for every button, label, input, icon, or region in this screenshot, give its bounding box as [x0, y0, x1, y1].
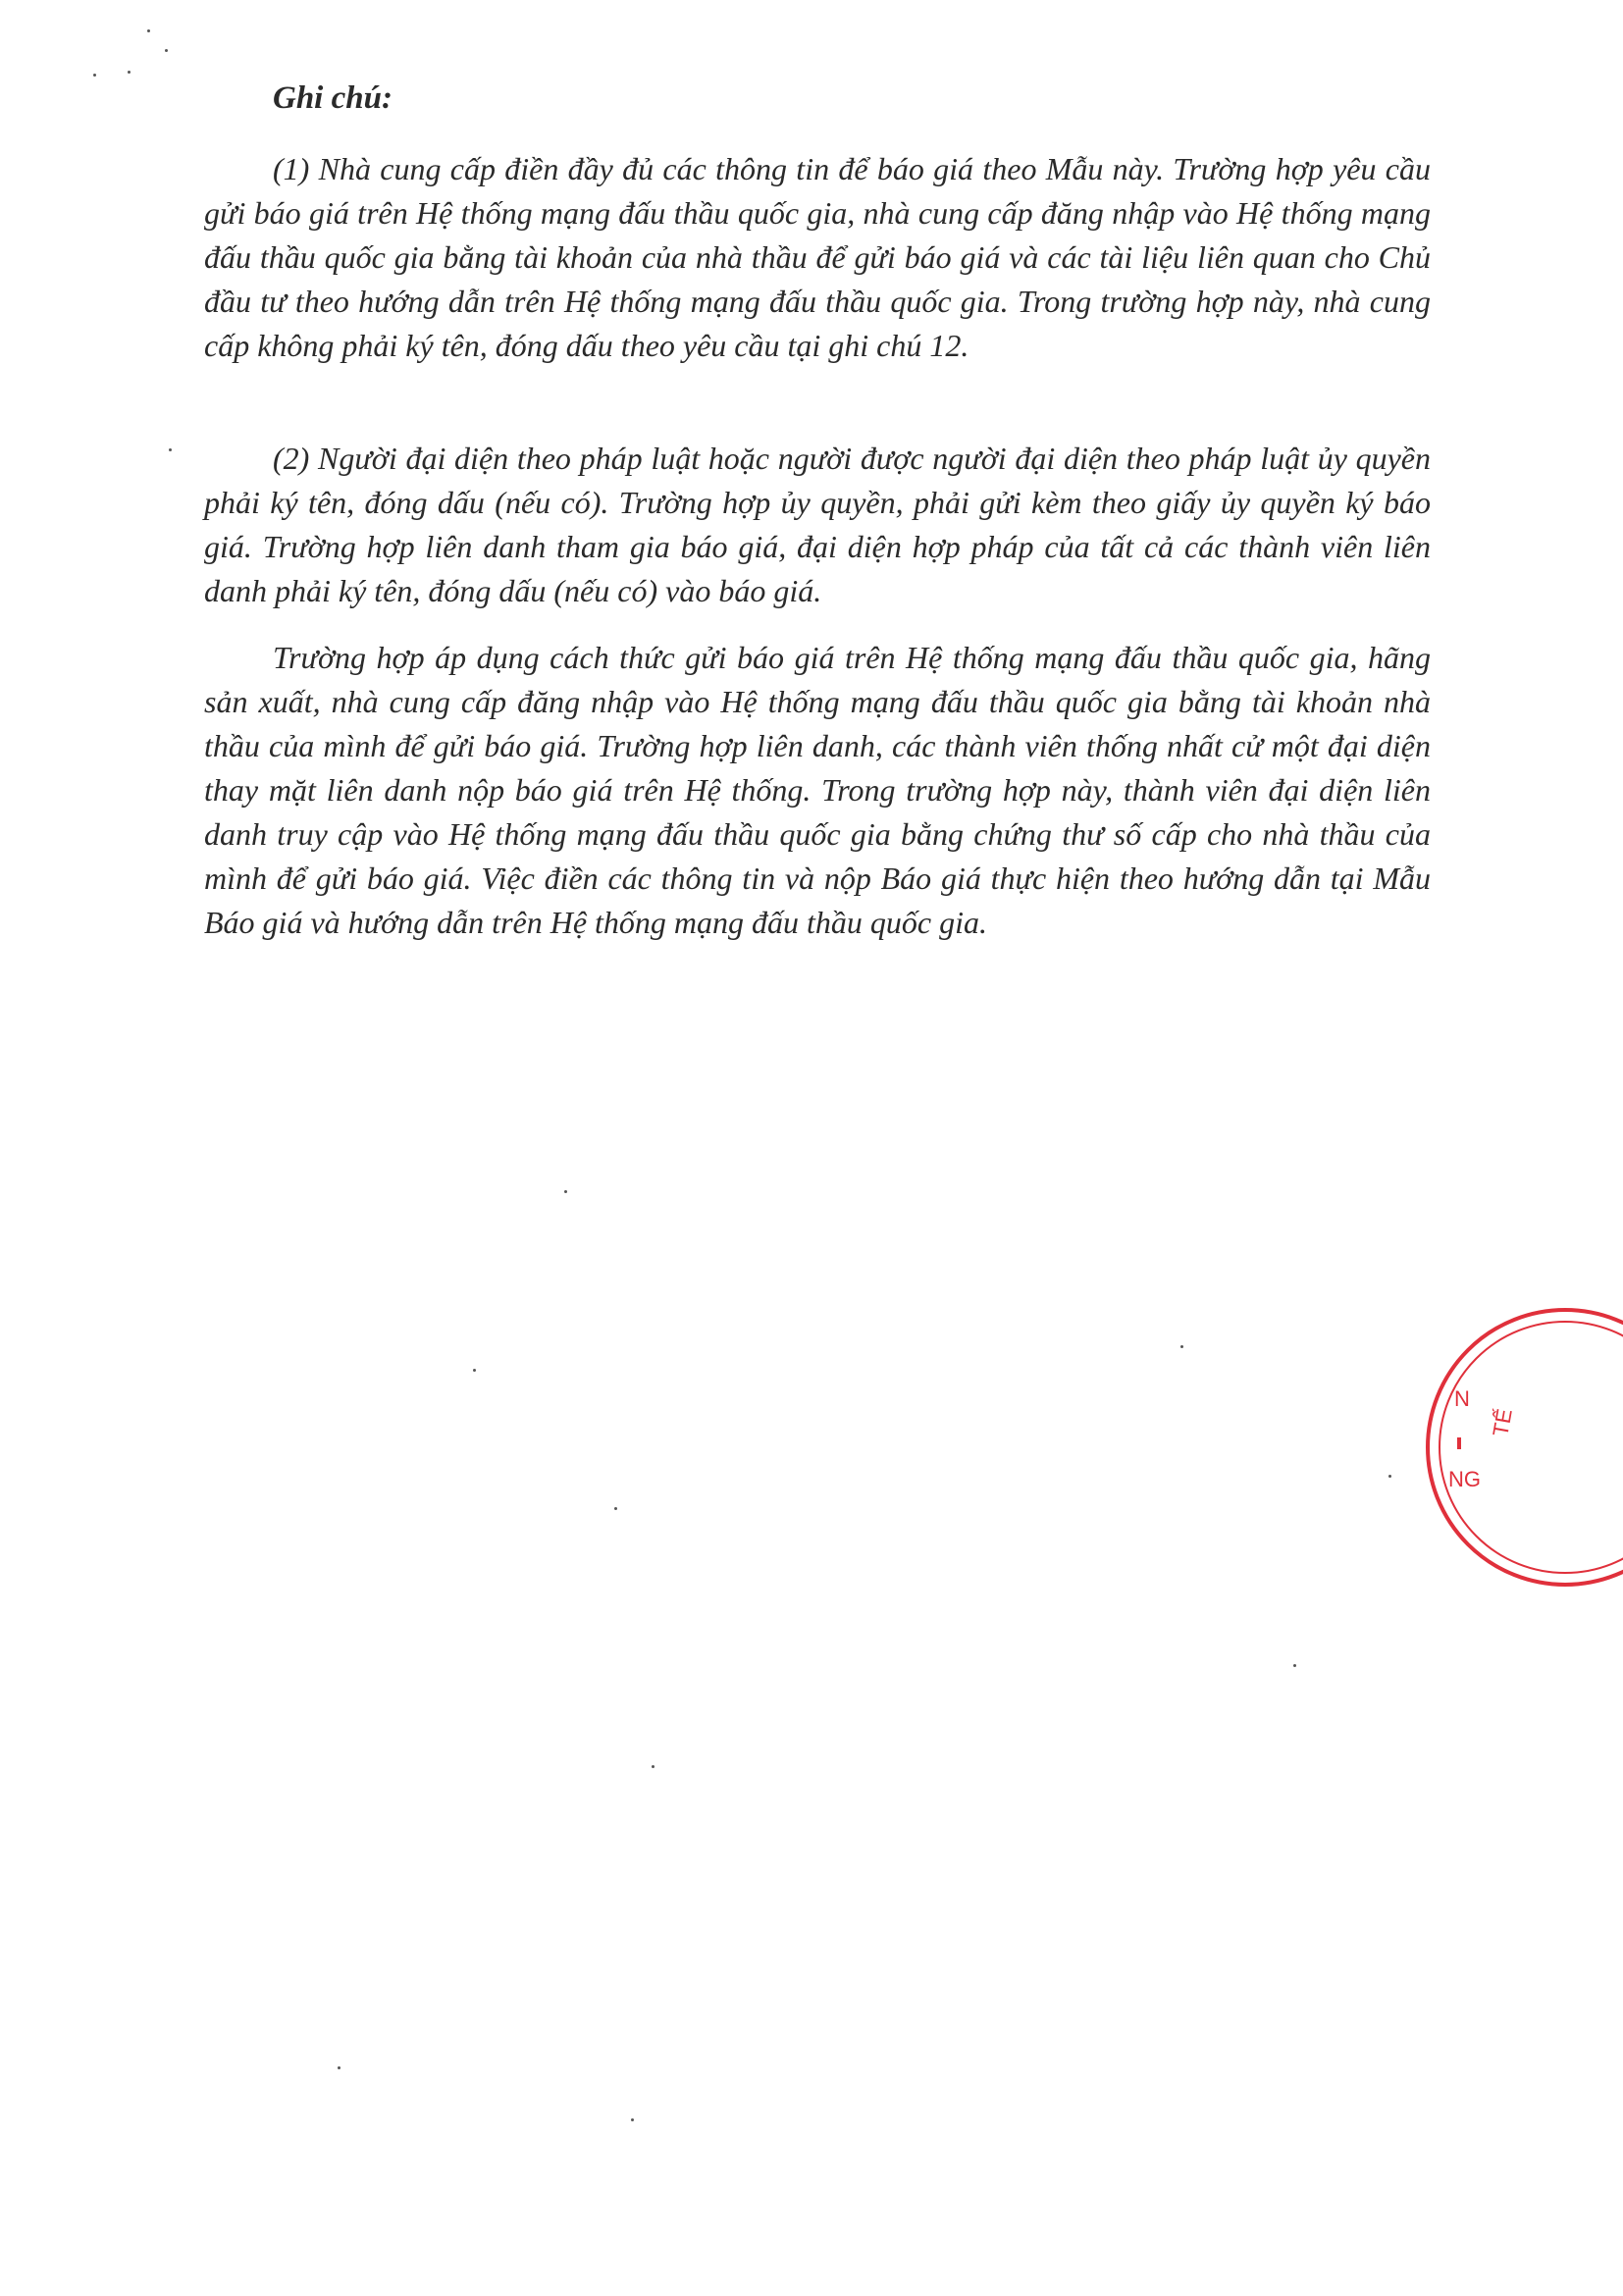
company-seal-stamp	[1413, 1300, 1623, 1594]
scan-speck	[338, 2066, 340, 2069]
note-paragraph-3: Trường hợp áp dụng cách thức gửi báo giá trên Hệ thống mạng đấu thầu quốc gia, hãng sản xuất, nhà cung cấp đăng nhập vào Hệ thống mạng đấu thầu quốc gia bằng tài khoản nhà thầu của mình để gửi báo giá. Trường hợp liên danh, các thành viên thống nhất cử một đại diện thay mặt liên danh nộp báo giá trên Hệ thống. Trong trường hợp này, thành viên đại diện liên danh truy cập vào Hệ thống mạng đấu thầu quốc gia bằng chứng thư số cấp cho nhà thầu của mình để gửi báo giá. Việc điền các thông tin và nộp Báo giá thực hiện theo hướng dẫn tại Mẫu Báo giá và hướng dẫn trên Hệ thống mạng đấu thầu quốc gia.	[204, 640, 1431, 940]
scan-speck	[147, 29, 150, 32]
scan-speck	[93, 74, 96, 77]
stamp-mark	[1457, 1437, 1461, 1449]
notes-heading: Ghi chú:	[273, 80, 393, 116]
scan-speck	[1180, 1345, 1183, 1348]
stamp-text-te: TẾ	[1488, 1406, 1517, 1438]
scan-speck	[564, 1190, 567, 1193]
scan-speck	[165, 49, 168, 52]
scan-speck	[1293, 1664, 1296, 1667]
scan-speck	[1388, 1475, 1391, 1478]
scan-speck	[128, 71, 131, 74]
note-paragraph-1: (1) Nhà cung cấp điền đầy đủ các thông tin để báo giá theo Mẫu này. Trường hợp yêu cầu gửi báo giá trên Hệ thống mạng đấu thầu quốc gia, nhà cung cấp đăng nhập vào Hệ thống mạng đấu thầu quốc gia bằng tài khoản của nhà thầu để gửi báo giá và các tài liệu liên quan cho Chủ đầu tư theo hướng dẫn trên Hệ thống mạng đấu thầu quốc gia. Trong trường hợp này, nhà cung cấp không phải ký tên, đóng dấu theo yêu cầu tại ghi chú 12.	[204, 151, 1431, 363]
note-paragraph-2: (2) Người đại diện theo pháp luật hoặc người được người đại diện theo pháp luật ủy quyền phải ký tên, đóng dấu (nếu có). Trường hợp ủy quyền, phải gửi kèm theo giấy ủy quyền ký báo giá. Trường hợp liên danh tham gia báo giá, đại diện hợp pháp của tất cả các thành viên liên danh phải ký tên, đóng dấu (nếu có) vào báo giá.	[204, 441, 1431, 608]
stamp-text-n: N	[1454, 1386, 1470, 1411]
scan-speck	[473, 1369, 476, 1372]
scan-speck	[169, 448, 172, 451]
scan-speck	[631, 2118, 634, 2121]
stamp-text-ng: NG	[1448, 1467, 1481, 1491]
scan-speck	[614, 1507, 617, 1510]
scan-speck	[652, 1765, 654, 1768]
